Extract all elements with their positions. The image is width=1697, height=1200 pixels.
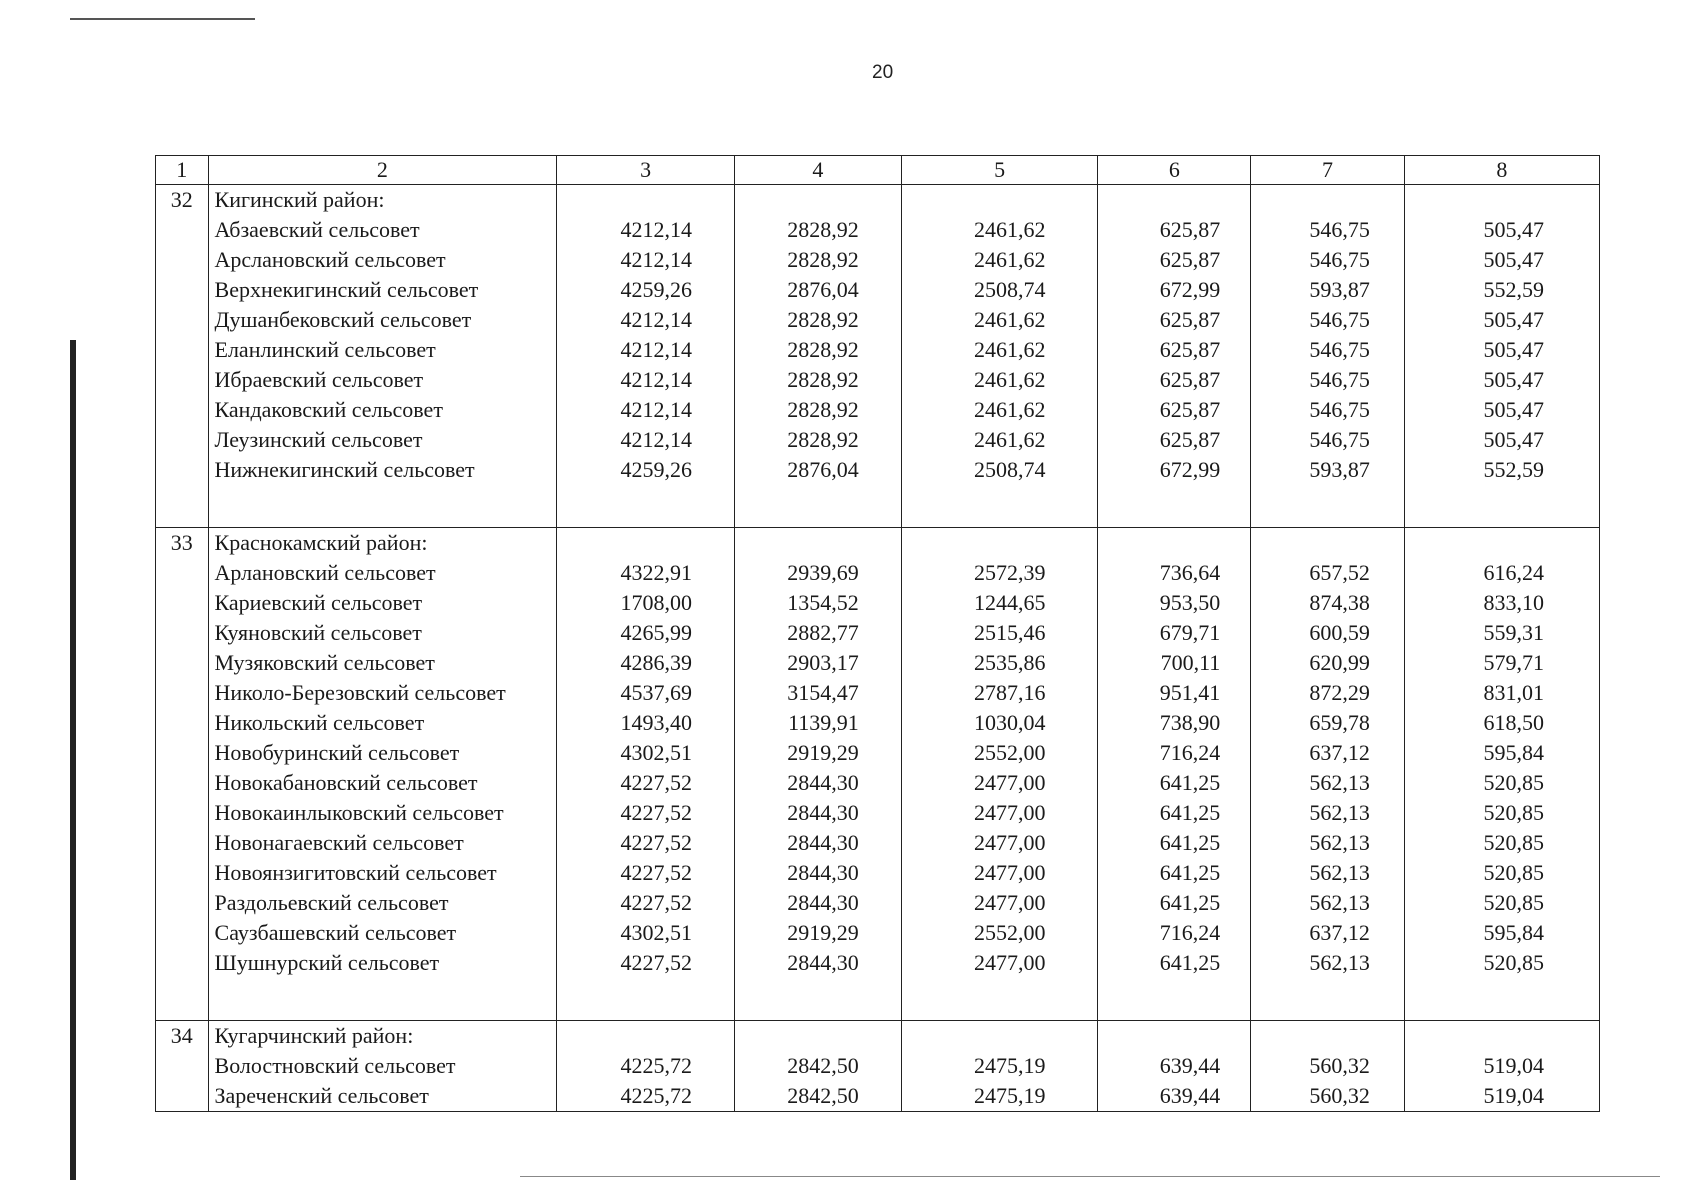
empty-cell (901, 1021, 1098, 1052)
value-cell: 2461,62 (901, 395, 1098, 425)
empty-cell (1251, 1021, 1405, 1052)
value-cell: 2828,92 (734, 425, 901, 455)
value-cell: 2475,19 (901, 1081, 1098, 1112)
value-cell: 562,13 (1251, 858, 1405, 888)
council-name: Куяновский сельсовет (208, 618, 557, 648)
table-row (156, 918, 1600, 948)
value-cell: 593,87 (1251, 455, 1405, 485)
bottom-rule (520, 1176, 1660, 1177)
value-cell: 2842,50 (734, 1051, 901, 1081)
value-cell: 4225,72 (557, 1081, 735, 1112)
council-name: Новокабановский сельсовет (208, 768, 557, 798)
empty-cell (1251, 528, 1405, 559)
value-cell: 505,47 (1404, 245, 1599, 275)
table-row (156, 335, 1600, 365)
value-cell: 4322,91 (557, 558, 735, 588)
council-name: Верхнекигинский сельсовет (208, 275, 557, 305)
value-cell: 2515,46 (901, 618, 1098, 648)
value-cell: 2461,62 (901, 425, 1098, 455)
value-cell: 520,85 (1404, 768, 1599, 798)
empty-cell (734, 528, 901, 559)
value-cell: 505,47 (1404, 215, 1599, 245)
value-cell: 2828,92 (734, 305, 901, 335)
value-cell: 2787,16 (901, 678, 1098, 708)
table-row (156, 275, 1600, 305)
value-cell: 639,44 (1098, 1081, 1251, 1112)
value-cell: 639,44 (1098, 1051, 1251, 1081)
value-cell: 3154,47 (734, 678, 901, 708)
value-cell: 546,75 (1251, 425, 1405, 455)
value-cell: 4259,26 (557, 275, 735, 305)
header-cell: 3 (557, 156, 735, 185)
group-spacer-row (156, 978, 1600, 1021)
value-cell: 625,87 (1098, 305, 1251, 335)
table-row (156, 738, 1600, 768)
table-row (156, 305, 1600, 335)
value-cell: 659,78 (1251, 708, 1405, 738)
value-cell: 2477,00 (901, 888, 1098, 918)
empty-cell (1404, 528, 1599, 559)
council-name: Новобуринский сельсовет (208, 738, 557, 768)
table-row (156, 1081, 1600, 1112)
empty-cell (156, 828, 209, 858)
value-cell: 625,87 (1098, 365, 1251, 395)
value-cell: 1030,04 (901, 708, 1098, 738)
header-cell: 6 (1098, 156, 1251, 185)
value-cell: 2461,62 (901, 335, 1098, 365)
empty-cell (1251, 485, 1405, 528)
empty-cell (156, 978, 209, 1021)
value-cell: 4212,14 (557, 365, 735, 395)
empty-cell (734, 1021, 901, 1052)
value-cell: 2508,74 (901, 455, 1098, 485)
value-cell: 2876,04 (734, 455, 901, 485)
value-cell: 2828,92 (734, 215, 901, 245)
value-cell: 4302,51 (557, 738, 735, 768)
council-name: Новонагаевский сельсовет (208, 828, 557, 858)
value-cell: 641,25 (1098, 948, 1251, 978)
table-row (156, 858, 1600, 888)
value-cell: 4265,99 (557, 618, 735, 648)
value-cell: 505,47 (1404, 395, 1599, 425)
empty-cell (557, 485, 735, 528)
value-cell: 2477,00 (901, 768, 1098, 798)
value-cell: 1708,00 (557, 588, 735, 618)
value-cell: 872,29 (1251, 678, 1405, 708)
value-cell: 2475,19 (901, 1051, 1098, 1081)
value-cell: 562,13 (1251, 798, 1405, 828)
table-row (156, 425, 1600, 455)
value-cell: 874,38 (1251, 588, 1405, 618)
value-cell: 2572,39 (901, 558, 1098, 588)
council-name: Шушнурский сельсовет (208, 948, 557, 978)
value-cell: 637,12 (1251, 738, 1405, 768)
council-name: Еланлинский сельсовет (208, 335, 557, 365)
group-title: Кугарчинский район: (208, 1021, 557, 1052)
scan-left-edge-bar (70, 340, 76, 1180)
value-cell: 505,47 (1404, 305, 1599, 335)
empty-cell (1098, 485, 1251, 528)
empty-cell (734, 978, 901, 1021)
empty-cell (208, 978, 557, 1021)
council-name: Николо-Березовский сельсовет (208, 678, 557, 708)
value-cell: 641,25 (1098, 888, 1251, 918)
council-name: Арлановский сельсовет (208, 558, 557, 588)
empty-cell (156, 918, 209, 948)
value-cell: 4302,51 (557, 918, 735, 948)
value-cell: 637,12 (1251, 918, 1405, 948)
value-cell: 593,87 (1251, 275, 1405, 305)
value-cell: 2842,50 (734, 1081, 901, 1112)
value-cell: 505,47 (1404, 335, 1599, 365)
value-cell: 2828,92 (734, 395, 901, 425)
value-cell: 716,24 (1098, 738, 1251, 768)
value-cell: 4212,14 (557, 215, 735, 245)
group-number: 33 (156, 528, 209, 559)
value-cell: 2844,30 (734, 948, 901, 978)
empty-cell (156, 678, 209, 708)
empty-cell (156, 738, 209, 768)
value-cell: 4225,72 (557, 1051, 735, 1081)
value-cell: 520,85 (1404, 888, 1599, 918)
value-cell: 2828,92 (734, 245, 901, 275)
council-name: Кариевский сельсовет (208, 588, 557, 618)
council-name: Ибраевский сельсовет (208, 365, 557, 395)
council-name: Кандаковский сельсовет (208, 395, 557, 425)
empty-cell (901, 528, 1098, 559)
value-cell: 560,32 (1251, 1051, 1405, 1081)
value-cell: 625,87 (1098, 245, 1251, 275)
table-row (156, 618, 1600, 648)
empty-cell (1404, 1021, 1599, 1052)
value-cell: 2876,04 (734, 275, 901, 305)
empty-cell (1251, 185, 1405, 216)
value-cell: 4227,52 (557, 948, 735, 978)
table-row (156, 678, 1600, 708)
value-cell: 1354,52 (734, 588, 901, 618)
value-cell: 520,85 (1404, 798, 1599, 828)
value-cell: 552,59 (1404, 275, 1599, 305)
table-row (156, 648, 1600, 678)
value-cell: 833,10 (1404, 588, 1599, 618)
value-cell: 4227,52 (557, 888, 735, 918)
value-cell: 679,71 (1098, 618, 1251, 648)
value-cell: 520,85 (1404, 858, 1599, 888)
value-cell: 953,50 (1098, 588, 1251, 618)
value-cell: 2844,30 (734, 858, 901, 888)
empty-cell (156, 558, 209, 588)
empty-cell (1098, 1021, 1251, 1052)
table-row (156, 588, 1600, 618)
table-row (156, 798, 1600, 828)
value-cell: 505,47 (1404, 425, 1599, 455)
header-cell: 2 (208, 156, 557, 185)
value-cell: 736,64 (1098, 558, 1251, 588)
council-name: Абзаевский сельсовет (208, 215, 557, 245)
council-name: Леузинский сельсовет (208, 425, 557, 455)
value-cell: 641,25 (1098, 798, 1251, 828)
value-cell: 672,99 (1098, 275, 1251, 305)
empty-cell (156, 1051, 209, 1081)
value-cell: 1244,65 (901, 588, 1098, 618)
empty-cell (1404, 185, 1599, 216)
value-cell: 738,90 (1098, 708, 1251, 738)
value-cell: 519,04 (1404, 1051, 1599, 1081)
value-cell: 4227,52 (557, 798, 735, 828)
header-row (156, 156, 1600, 185)
group-title: Краснокамский район: (208, 528, 557, 559)
tariff-table-body (156, 156, 1600, 1112)
value-cell: 641,25 (1098, 828, 1251, 858)
value-cell: 4212,14 (557, 335, 735, 365)
empty-cell (557, 1021, 735, 1052)
value-cell: 546,75 (1251, 365, 1405, 395)
value-cell: 562,13 (1251, 828, 1405, 858)
value-cell: 641,25 (1098, 858, 1251, 888)
value-cell: 625,87 (1098, 395, 1251, 425)
group-title-row (156, 528, 1600, 559)
header-cell: 7 (1251, 156, 1405, 185)
value-cell: 2844,30 (734, 828, 901, 858)
empty-cell (734, 485, 901, 528)
empty-cell (1404, 485, 1599, 528)
group-title: Кигинский район: (208, 185, 557, 216)
group-number: 34 (156, 1021, 209, 1052)
value-cell: 831,01 (1404, 678, 1599, 708)
value-cell: 4212,14 (557, 245, 735, 275)
value-cell: 2919,29 (734, 738, 901, 768)
empty-cell (901, 185, 1098, 216)
council-name: Зареченский сельсовет (208, 1081, 557, 1112)
value-cell: 559,31 (1404, 618, 1599, 648)
value-cell: 4227,52 (557, 858, 735, 888)
header-cell: 8 (1404, 156, 1599, 185)
value-cell: 2477,00 (901, 828, 1098, 858)
empty-cell (156, 365, 209, 395)
group-spacer-row (156, 485, 1600, 528)
table-row (156, 708, 1600, 738)
empty-cell (156, 395, 209, 425)
empty-cell (734, 185, 901, 216)
council-name: Душанбековский сельсовет (208, 305, 557, 335)
empty-cell (156, 888, 209, 918)
empty-cell (1098, 185, 1251, 216)
value-cell: 562,13 (1251, 888, 1405, 918)
tariff-table (155, 155, 1600, 1112)
value-cell: 546,75 (1251, 245, 1405, 275)
council-name: Новокаинлыковский сельсовет (208, 798, 557, 828)
empty-cell (156, 425, 209, 455)
empty-cell (557, 185, 735, 216)
council-name: Новоянзигитовский сельсовет (208, 858, 557, 888)
value-cell: 600,59 (1251, 618, 1405, 648)
empty-cell (156, 485, 209, 528)
value-cell: 4227,52 (557, 768, 735, 798)
table-row (156, 828, 1600, 858)
value-cell: 2882,77 (734, 618, 901, 648)
value-cell: 2828,92 (734, 335, 901, 365)
value-cell: 4212,14 (557, 395, 735, 425)
header-cell: 1 (156, 156, 209, 185)
value-cell: 716,24 (1098, 918, 1251, 948)
group-title-row (156, 1021, 1600, 1052)
council-name: Музяковский сельсовет (208, 648, 557, 678)
value-cell: 546,75 (1251, 395, 1405, 425)
value-cell: 505,47 (1404, 365, 1599, 395)
empty-cell (156, 275, 209, 305)
value-cell: 2535,86 (901, 648, 1098, 678)
value-cell: 552,59 (1404, 455, 1599, 485)
council-name: Саузбашевский сельсовет (208, 918, 557, 948)
table-row (156, 395, 1600, 425)
value-cell: 2844,30 (734, 768, 901, 798)
empty-cell (156, 455, 209, 485)
table-row (156, 455, 1600, 485)
value-cell: 951,41 (1098, 678, 1251, 708)
value-cell: 620,99 (1251, 648, 1405, 678)
empty-cell (156, 335, 209, 365)
value-cell: 625,87 (1098, 335, 1251, 365)
value-cell: 4259,26 (557, 455, 735, 485)
value-cell: 579,71 (1404, 648, 1599, 678)
value-cell: 641,25 (1098, 768, 1251, 798)
value-cell: 2844,30 (734, 798, 901, 828)
value-cell: 625,87 (1098, 425, 1251, 455)
value-cell: 2552,00 (901, 738, 1098, 768)
value-cell: 2461,62 (901, 365, 1098, 395)
value-cell: 4286,39 (557, 648, 735, 678)
empty-cell (156, 948, 209, 978)
empty-cell (1098, 978, 1251, 1021)
value-cell: 700,11 (1098, 648, 1251, 678)
empty-cell (557, 528, 735, 559)
group-number: 32 (156, 185, 209, 216)
value-cell: 618,50 (1404, 708, 1599, 738)
value-cell: 562,13 (1251, 768, 1405, 798)
value-cell: 2508,74 (901, 275, 1098, 305)
value-cell: 560,32 (1251, 1081, 1405, 1112)
group-title-row (156, 185, 1600, 216)
value-cell: 2828,92 (734, 365, 901, 395)
page-number: 20 (872, 62, 894, 83)
value-cell: 2461,62 (901, 305, 1098, 335)
table-row (156, 768, 1600, 798)
table-row (156, 948, 1600, 978)
council-name: Волостновский сельсовет (208, 1051, 557, 1081)
value-cell: 2903,17 (734, 648, 901, 678)
empty-cell (1404, 978, 1599, 1021)
empty-cell (1251, 978, 1405, 1021)
table-row (156, 245, 1600, 275)
council-name: Никольский сельсовет (208, 708, 557, 738)
empty-cell (557, 978, 735, 1021)
value-cell: 2844,30 (734, 888, 901, 918)
value-cell: 2552,00 (901, 918, 1098, 948)
value-cell: 1139,91 (734, 708, 901, 738)
value-cell: 595,84 (1404, 738, 1599, 768)
value-cell: 4212,14 (557, 425, 735, 455)
value-cell: 672,99 (1098, 455, 1251, 485)
table-row (156, 1051, 1600, 1081)
header-cell: 5 (901, 156, 1098, 185)
empty-cell (156, 768, 209, 798)
value-cell: 2461,62 (901, 215, 1098, 245)
value-cell: 2477,00 (901, 858, 1098, 888)
empty-cell (156, 858, 209, 888)
council-name: Раздольевский сельсовет (208, 888, 557, 918)
table-row (156, 365, 1600, 395)
empty-cell (156, 798, 209, 828)
top-rule (70, 18, 255, 20)
empty-cell (156, 305, 209, 335)
value-cell: 546,75 (1251, 215, 1405, 245)
empty-cell (156, 215, 209, 245)
table-row (156, 558, 1600, 588)
empty-cell (156, 1081, 209, 1112)
value-cell: 2461,62 (901, 245, 1098, 275)
value-cell: 1493,40 (557, 708, 735, 738)
value-cell: 519,04 (1404, 1081, 1599, 1112)
empty-cell (156, 618, 209, 648)
value-cell: 546,75 (1251, 305, 1405, 335)
header-cell: 4 (734, 156, 901, 185)
empty-cell (156, 708, 209, 738)
value-cell: 4227,52 (557, 828, 735, 858)
empty-cell (156, 588, 209, 618)
empty-cell (901, 978, 1098, 1021)
value-cell: 625,87 (1098, 215, 1251, 245)
empty-cell (1098, 528, 1251, 559)
value-cell: 520,85 (1404, 828, 1599, 858)
council-name: Нижнекигинский сельсовет (208, 455, 557, 485)
table-row (156, 215, 1600, 245)
council-name: Арслановский сельсовет (208, 245, 557, 275)
table-row (156, 888, 1600, 918)
value-cell: 4537,69 (557, 678, 735, 708)
value-cell: 520,85 (1404, 948, 1599, 978)
value-cell: 562,13 (1251, 948, 1405, 978)
empty-cell (901, 485, 1098, 528)
empty-cell (208, 485, 557, 528)
value-cell: 657,52 (1251, 558, 1405, 588)
value-cell: 4212,14 (557, 305, 735, 335)
value-cell: 2477,00 (901, 948, 1098, 978)
empty-cell (156, 648, 209, 678)
value-cell: 2477,00 (901, 798, 1098, 828)
value-cell: 2939,69 (734, 558, 901, 588)
value-cell: 616,24 (1404, 558, 1599, 588)
value-cell: 2919,29 (734, 918, 901, 948)
empty-cell (156, 245, 209, 275)
value-cell: 546,75 (1251, 335, 1405, 365)
value-cell: 595,84 (1404, 918, 1599, 948)
